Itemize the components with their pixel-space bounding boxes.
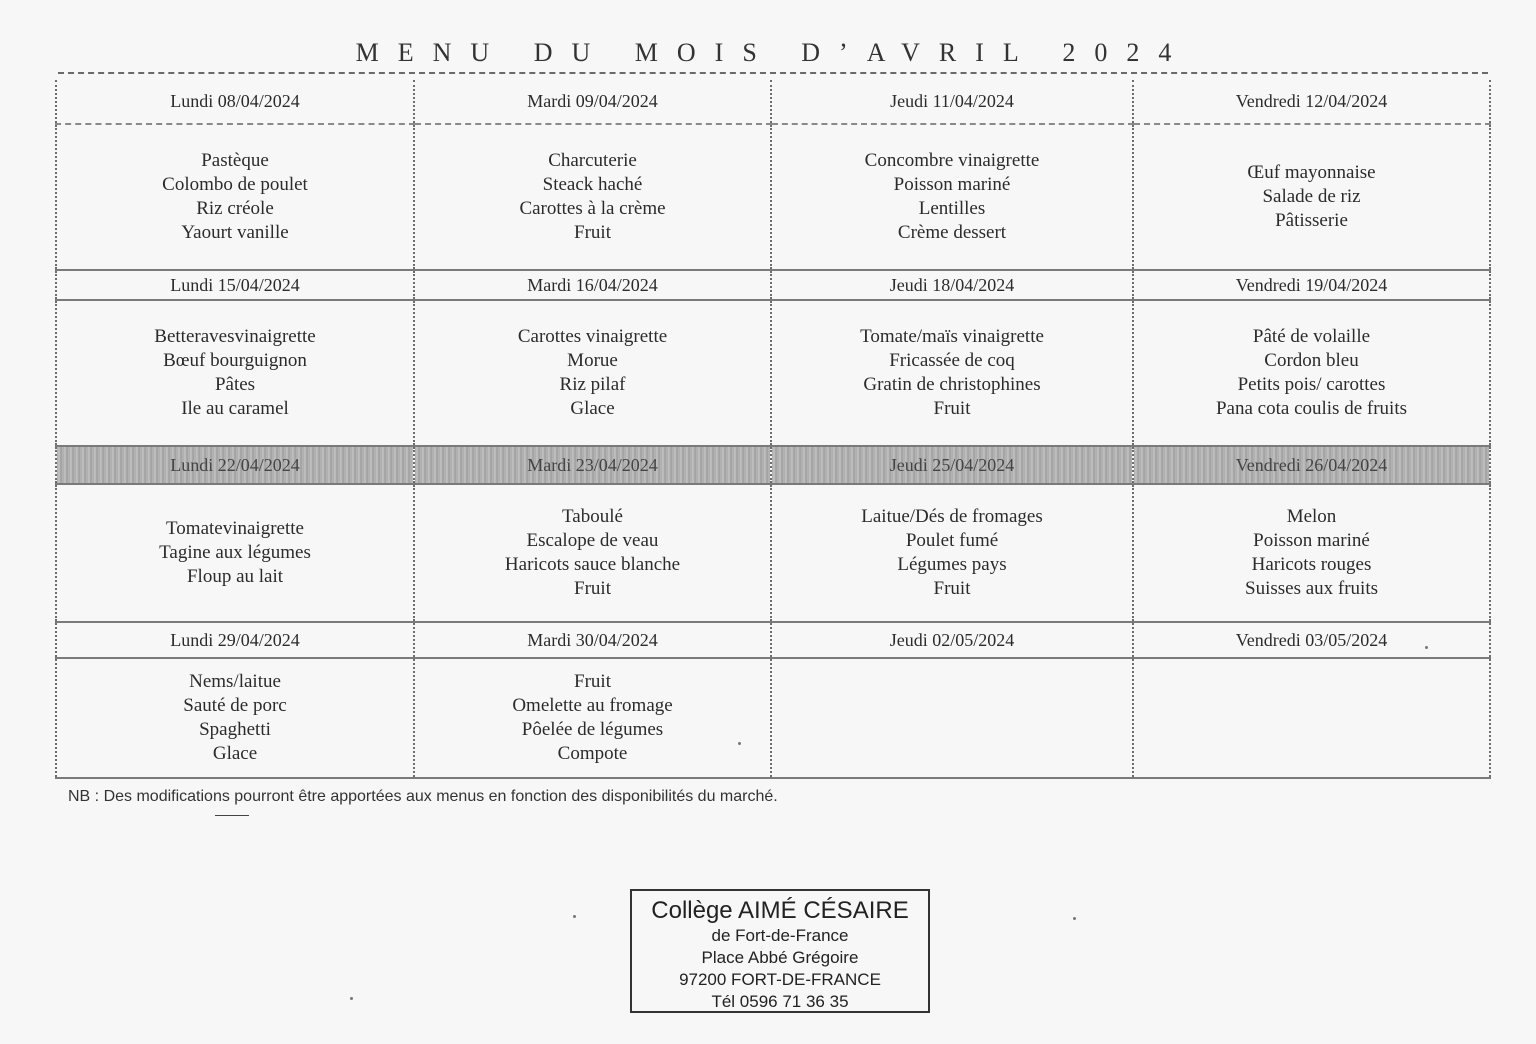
stamp-title: [632, 897, 928, 925]
stamp-city: de Fort-de-France: [711, 926, 849, 945]
dish: Carottes vinaigrette: [517, 326, 668, 347]
day-header: Jeudi 18/04/2024: [771, 270, 1133, 300]
dish: Œuf mayonnaise: [1247, 162, 1376, 183]
stamp-address: Place Abbé Grégoire: [701, 948, 859, 967]
dish: Pâtisserie: [1275, 210, 1348, 231]
dish: Petits pois/ carottes: [1237, 374, 1386, 395]
dish: Pôelée de légumes: [521, 719, 664, 740]
dish: Escalope de veau: [526, 530, 659, 551]
dish: Fricassée de coq: [889, 350, 1015, 371]
meal-cell: [56, 658, 414, 778]
day-header: Mardi 16/04/2024: [414, 270, 771, 300]
dish: Haricots sauce blanche: [504, 554, 681, 575]
speck: [738, 742, 741, 745]
meal-cell: [414, 124, 771, 270]
dish: Concombre vinaigrette: [864, 150, 1040, 171]
day-header: Mardi 09/04/2024: [414, 80, 771, 124]
stamp-postcode: 97200 FORT-DE-FRANCE: [679, 970, 881, 989]
dish: Suisses aux fruits: [1245, 578, 1378, 599]
speck: [350, 997, 353, 1000]
day-header-row: [56, 270, 1490, 300]
day-header: Vendredi 19/04/2024: [1133, 270, 1490, 300]
day-header-row: [56, 446, 1490, 484]
dish: Sauté de porc: [183, 695, 287, 716]
day-header: Vendredi 12/04/2024: [1133, 80, 1490, 124]
dish: Spaghetti: [199, 719, 271, 740]
top-rule: [58, 72, 1488, 74]
meal-cell: [771, 300, 1133, 446]
dish: Fruit: [574, 222, 611, 243]
dish: Cordon bleu: [1264, 350, 1359, 371]
meal-cell: [1133, 124, 1490, 270]
speck: [1073, 917, 1076, 920]
dish: Compote: [557, 743, 628, 764]
dish: Poulet fumé: [905, 530, 999, 551]
day-header: Vendredi 03/05/2024: [1133, 622, 1490, 658]
dish: Floup au lait: [186, 566, 284, 587]
meal-cell: [414, 484, 771, 622]
dish: Fruit: [574, 671, 611, 692]
day-header: Jeudi 25/04/2024: [771, 446, 1133, 484]
dish: Gratin de christophines: [863, 374, 1041, 395]
dish: Fruit: [933, 578, 971, 599]
dish: Tomate/maïs vinaigrette: [860, 326, 1044, 347]
note-underline: [215, 815, 249, 816]
dish: Lentilles: [918, 198, 986, 219]
dish: Pana cota coulis de fruits: [1215, 398, 1407, 419]
dish: Taboulé: [562, 506, 623, 527]
meal-cell: [1133, 484, 1490, 622]
dish: Pâtes: [214, 374, 256, 395]
dish: Steack haché: [542, 174, 643, 195]
stamp-prefix: Collège: [651, 897, 733, 924]
day-header: Vendredi 26/04/2024: [1133, 446, 1490, 484]
meal-cell: [771, 124, 1133, 270]
dish: Colombo de poulet: [162, 174, 308, 195]
dish: Yaourt vanille: [181, 222, 289, 243]
dish: Poisson mariné: [1253, 530, 1370, 551]
dish: Betteravesvinaigrette: [154, 326, 316, 347]
dish: Carottes à la crème: [519, 198, 666, 219]
dish: Salade de riz: [1262, 186, 1361, 207]
meal-cell: [1133, 658, 1490, 778]
dish: Glace: [212, 743, 258, 764]
meal-cell: [414, 658, 771, 778]
dish: Nems/laitue: [189, 671, 281, 692]
speck: [573, 915, 576, 918]
meal-cell: [771, 484, 1133, 622]
menu-table: [55, 80, 1491, 779]
meal-row: [56, 124, 1490, 270]
dish: Melon: [1286, 506, 1337, 527]
dish: Ile au caramel: [181, 398, 289, 419]
dish: Fruit: [933, 398, 971, 419]
day-header: Lundi 29/04/2024: [56, 622, 414, 658]
day-header: Mardi 30/04/2024: [414, 622, 771, 658]
dish: Fruit: [574, 578, 611, 599]
meal-cell: [56, 300, 414, 446]
dish: Riz créole: [196, 198, 274, 219]
dish: Riz pilaf: [559, 374, 626, 395]
day-header: Jeudi 11/04/2024: [771, 80, 1133, 124]
day-header: Lundi 22/04/2024: [56, 446, 414, 484]
day-header: Jeudi 02/05/2024: [771, 622, 1133, 658]
dish: Laitue/Dés de fromages: [861, 506, 1043, 527]
day-header-row: [56, 622, 1490, 658]
day-header-row: [56, 80, 1490, 124]
dish: Haricots rouges: [1251, 554, 1372, 575]
dish: Tagine aux légumes: [159, 542, 311, 563]
dish: Glace: [570, 398, 615, 419]
dish: Tomatevinaigrette: [166, 518, 304, 539]
dish: Omelette au fromage: [512, 695, 673, 716]
meal-cell: [56, 484, 414, 622]
day-header: Lundi 15/04/2024: [56, 270, 414, 300]
meal-row: [56, 484, 1490, 622]
dish: Pastèque: [201, 150, 269, 171]
dish: Légumes pays: [897, 554, 1007, 575]
dish: Pâté de volaille: [1252, 326, 1371, 347]
speck: [1425, 646, 1428, 649]
meal-row: [56, 658, 1490, 778]
meal-cell: [414, 300, 771, 446]
meal-cell: [1133, 300, 1490, 446]
day-header: Lundi 08/04/2024: [56, 80, 414, 124]
day-header: Mardi 23/04/2024: [414, 446, 771, 484]
dish: Poisson mariné: [893, 174, 1011, 195]
page-title: MENU DU MOIS D’AVRIL 2024: [355, 38, 1191, 67]
meal-row: [56, 300, 1490, 446]
dish: Bœuf bourguignon: [163, 350, 307, 371]
stamp-phone: Tél 0596 71 36 35: [711, 992, 849, 1011]
stamp-school-name: AIMÉ CÉSAIRE: [738, 897, 909, 924]
dish: Charcuterie: [548, 150, 637, 171]
dish: Morue: [567, 350, 618, 371]
note: NB : Des modifications pourront être apportées aux menus en fonction des disponibilités du marché.: [68, 788, 778, 805]
school-stamp: [630, 889, 930, 1013]
meal-cell: [56, 124, 414, 270]
meal-cell: [771, 658, 1133, 778]
dish: Crème dessert: [897, 222, 1007, 243]
